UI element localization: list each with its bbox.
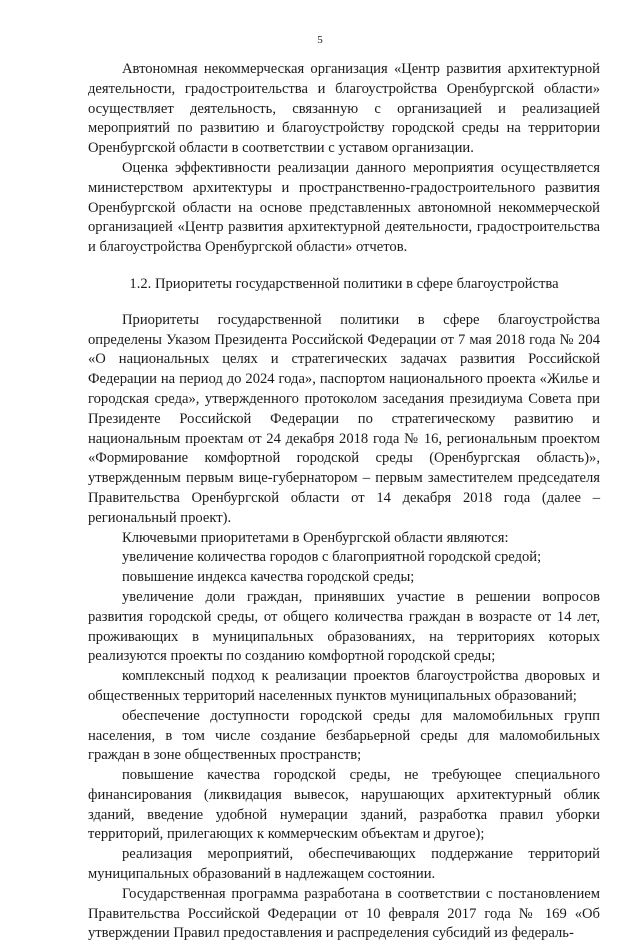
list-item-priority: повышение качества городской среды, не требующее специального финансирования (ликвидация вывесок, нарушающих архитектурный облик зданий, введение удобной нумерации зданий, разработка правил уборки территорий, прилегающих к коммерческим объектам и другое); [88,767,600,843]
paragraph-priorities-definition: Приоритеты государственной политики в сфере благоустройства определены Указом Президента Российской Федерации от 7 мая 2018 года № 204 «О национальных целях и стратегических задачах развития Российской Федерации на период до 2024 года», паспортом национального проекта «Жилье и городская среда», утвержденного протоколом заседания президиума Совета при Президенте Российской Федерации по стратегическому развитию и национальным проектам от 24 декабря 2018 года № 16, региональным проектом «Формирование комфортной городской среды (Оренбургская область)», утвержденным первым вице-губернатором – первым заместителем председателя Правительства Оренбургской области от 14 декабря 2018 года (далее – региональный проект). [88,311,600,526]
paragraph-efficiency-assessment: Оценка эффективности реализации данного мероприятия осуществляется министерством архитектуры и пространственно-градостроительного развития Оренбургской области на основе представленных автономной некоммерческой организацией «Центр развития архитектурной деятельности, градостроительства и благоустройства Оренбургской области» отчетов. [88,159,600,256]
list-item-priority: комплексный подход к реализации проектов благоустройства дворовых и общественных территорий населенных пунктов муниципальных образований; [88,668,600,704]
list-item-priority: увеличение количества городов с благоприятной городской средой; [122,549,542,566]
document-body [88,60,600,944]
paragraph-anp-description: Автономная некоммерческая организация «Центр развития архитектурной деятельности, градостроительства и благоустройства Оренбургской области» осуществляет деятельность, связанную с организацией и реализацией мероприятий по развитию и благоустройству городской среды на территории Оренбургской области в соответствии с уставом организации. [88,61,600,157]
list-item-priority: обеспечение доступности городской среды для маломобильных групп населения, в том числе создание безбарьерной среды для маломобильных граждан в зоне общественных пространств; [88,707,600,764]
list-item-priority: реализация мероприятий, обеспечивающих поддержание территорий муниципальных образований в надлежащем состоянии. [88,846,600,883]
list-item-priority: увеличение доли граждан, принявших участие в решении вопросов развития городской среды, от общего количества граждан в возрасте от 14 лет, проживающих в муниципальных образованиях, на территориях которых реализуются проекты по созданию комфортной городской среды; [88,588,600,665]
list-item-priority: повышение индекса качества городской среды; [122,569,415,586]
page-number: 5 [317,34,323,46]
paragraph-program-basis: Государственная программа разработана в соответствии с постановлением Правительства Российской Федерации от 10 февраля 2017 года № 169 «Об утверждении Правил предоставления и распределения субсидий из федераль- [88,885,600,942]
paragraph-key-priorities-intro: Ключевыми приоритетами в Оренбургской области являются: [122,529,509,546]
section-heading: 1.2. Приоритеты государственной политики в сфере благоустройства [129,275,559,292]
